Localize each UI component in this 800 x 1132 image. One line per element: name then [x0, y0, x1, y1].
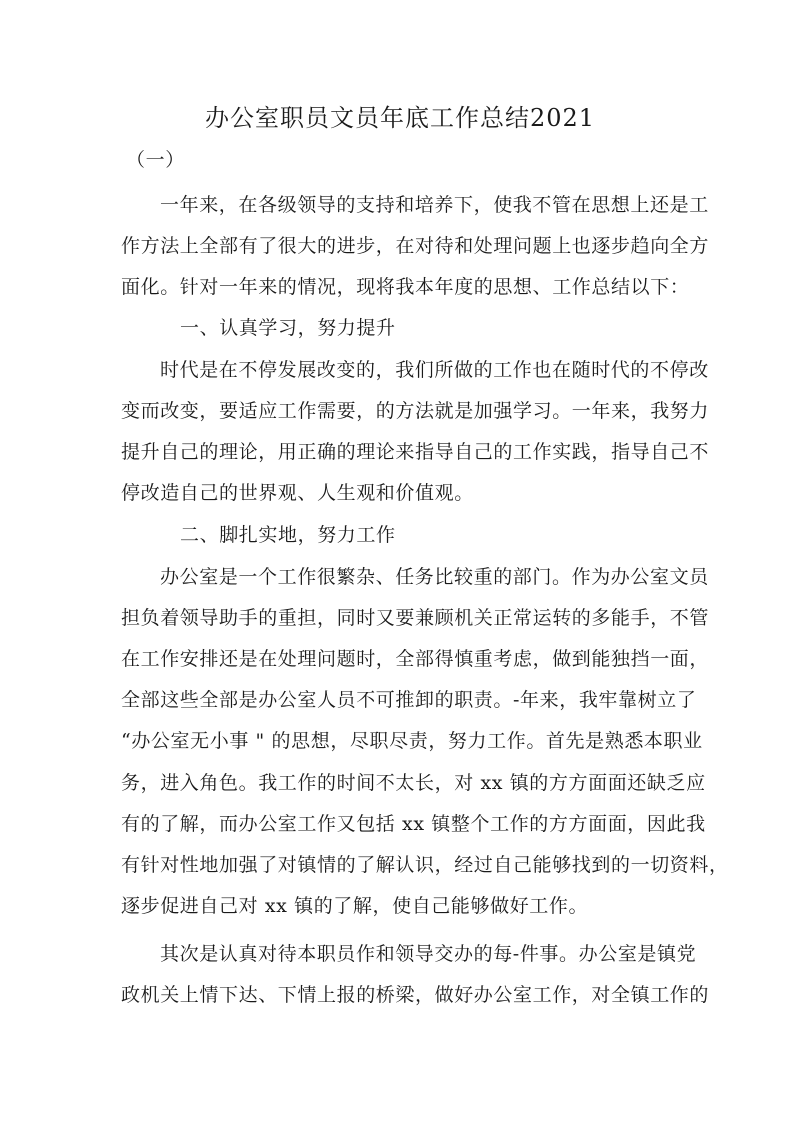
paragraph-line: 担负着领导助手的重担，同时又要兼顾机关正常运转的多能手，不管	[121, 607, 710, 629]
paragraph-line: 全部这些全部是办公室人员不可推卸的职责。-年来，我牢靠树立了	[121, 689, 697, 711]
paragraph-line: 有针对性地加强了对镇情的了解认识，经过自己能够找到的一切资料，	[121, 854, 729, 876]
paragraph-line: 停改造自己的世界观、人生观和价值观。	[121, 482, 474, 504]
paragraph-line: 有的了解，而办公室工作又包括 xx 镇整个工作的方方面面，因此我	[121, 813, 706, 835]
paragraph-line: 变而改变，要适应工作需要，的方法就是加强学习。一年来，我努力	[121, 400, 710, 422]
section-heading-1: 一、认真学习，努力提升	[180, 317, 396, 339]
section-heading-2: 二、脚扎实地，努力工作	[180, 524, 396, 546]
paragraph-line: 办公室是一个工作很繁杂、任务比较重的部门。作为办公室文员	[160, 566, 709, 588]
section-number: （一）	[126, 149, 185, 171]
paragraph-line: 面化。针对一年来的情况，现将我本年度的思想、工作总结以下：	[121, 276, 690, 298]
paragraph-line: 时代是在不停发展改变的，我们所做的工作也在随时代的不停改	[160, 359, 709, 381]
paragraph-line: 政机关上情下达、下情上报的桥梁，做好办公室工作，对全镇工作的	[121, 984, 710, 1006]
paragraph-line: 作方法上全部有了很大的进步，在对待和处理问题上也逐步趋向全方	[121, 235, 710, 257]
paragraph-line: “办公室无小事 " 的思想，尽职尽责，努力工作。首先是熟悉本职业	[121, 730, 703, 752]
paragraph-line: 一年来，在各级领导的支持和培养下，使我不管在思想上还是工	[160, 194, 709, 216]
paragraph-line: 务，进入角色。我工作的时间不太长，对 xx 镇的方方面面还缺乏应	[121, 772, 706, 794]
paragraph-line: 提升自己的理论，用正确的理论来指导自己的工作实践，指导自己不	[121, 441, 710, 463]
paragraph-line: 逐步促进自己对 xx 镇的了解，使自己能够做好工作。	[121, 895, 589, 917]
document-title: 办公室职员文员年底工作总结2021	[204, 104, 596, 132]
paragraph-line: 其次是认真对待本职员作和领导交办的每-件事。办公室是镇党	[160, 943, 697, 965]
paragraph-line: 在工作安排还是在处理问题时，全部得慎重考虑，做到能独挡一面，	[121, 648, 710, 670]
